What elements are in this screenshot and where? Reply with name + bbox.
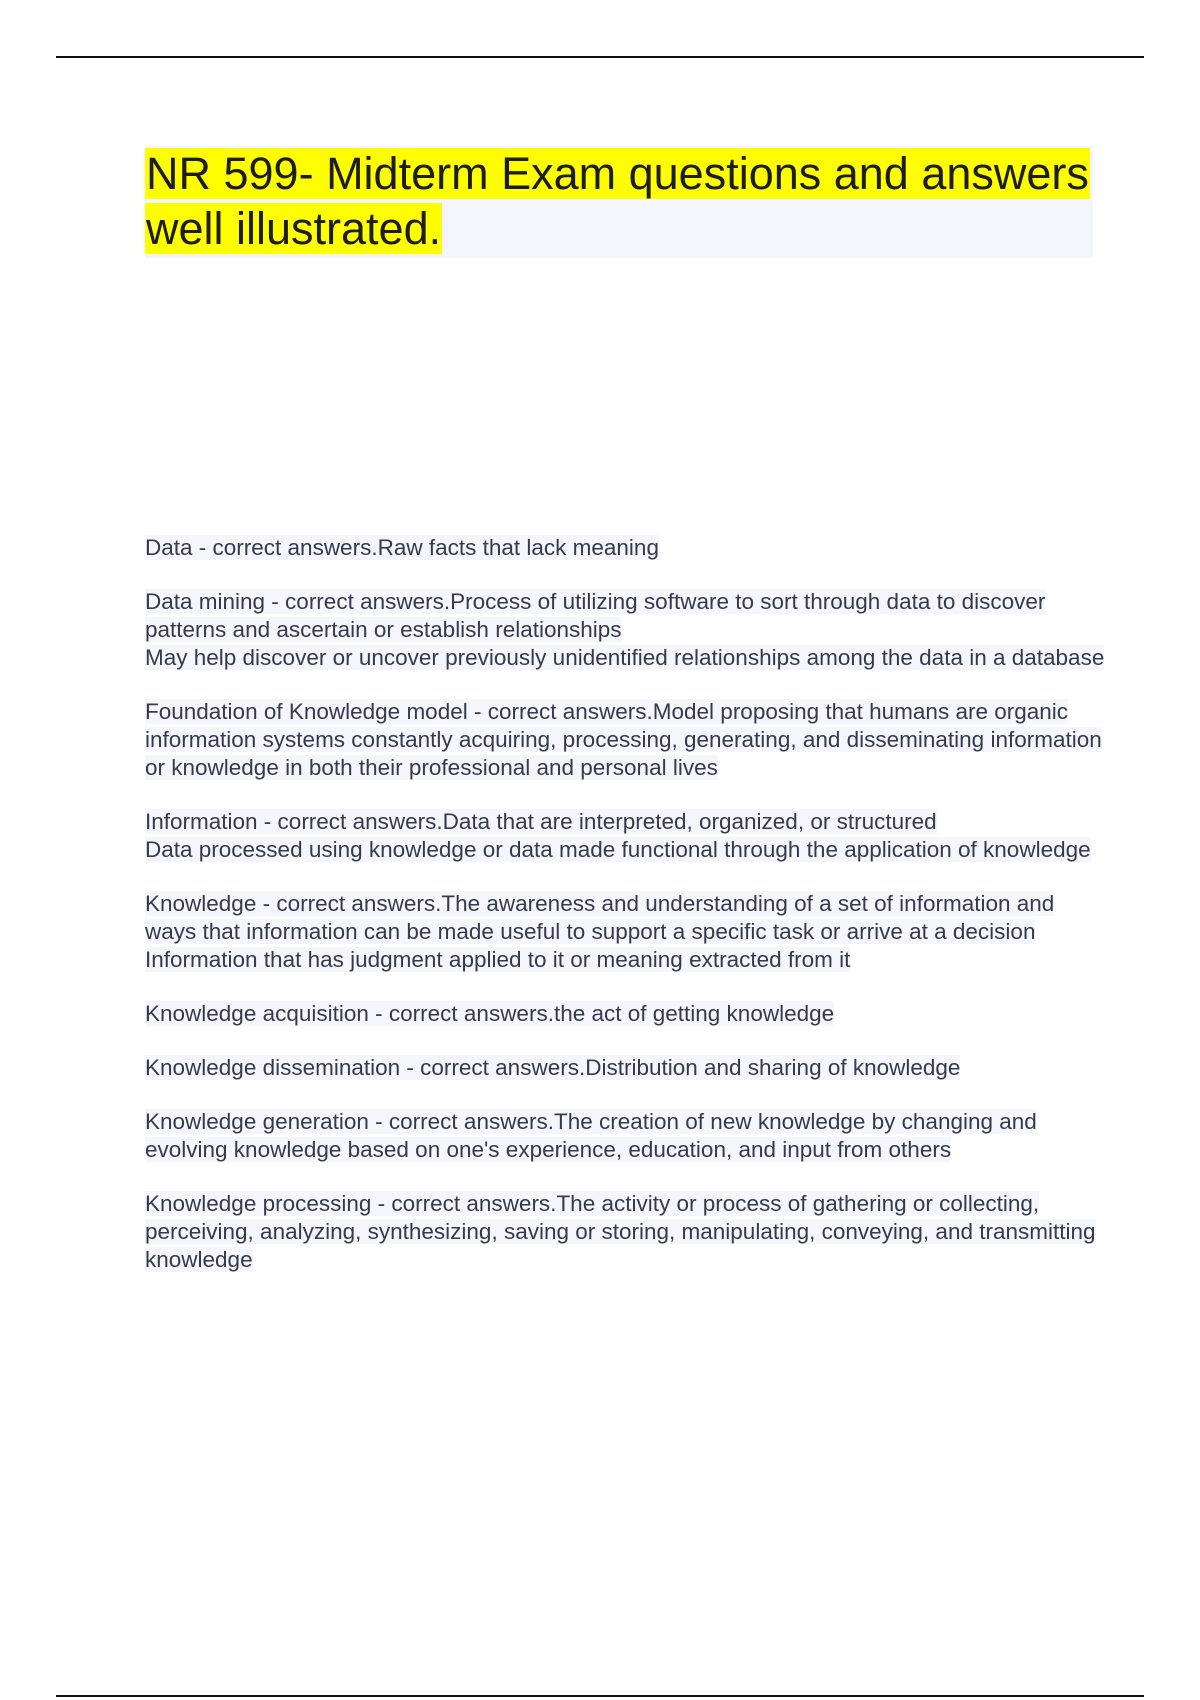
entry-line: Knowledge generation - correct answers.The creation of new knowledge by changing and evolving knowledge based on one's experience, education, and input from others bbox=[145, 1109, 1037, 1162]
entry-line: May help discover or uncover previously unidentified relationships among the data in a database bbox=[145, 645, 1105, 670]
entry-knowledge-dissemination bbox=[145, 1054, 1105, 1082]
title-highlight: NR 599- Midterm Exam questions and answers well illustrated. bbox=[146, 148, 1089, 254]
entry-data-mining bbox=[145, 588, 1105, 672]
entry-knowledge-generation bbox=[145, 1108, 1105, 1164]
document-body bbox=[145, 534, 1105, 1300]
entry-foundation-of-knowledge-model bbox=[145, 698, 1105, 782]
entry-line: Information - correct answers.Data that are interpreted, organized, or structured bbox=[145, 809, 937, 834]
entry-information bbox=[145, 808, 1105, 864]
entry-line: Data - correct answers.Raw facts that lack meaning bbox=[145, 535, 659, 560]
entry-line: Foundation of Knowledge model - correct answers.Model proposing that humans are organic information systems constantly acquiring, processing, generating, and disseminating information or knowledge in both their professional and personal lives bbox=[145, 699, 1102, 780]
entry-knowledge-processing bbox=[145, 1190, 1105, 1274]
entry-line: Information that has judgment applied to it or meaning extracted from it bbox=[145, 947, 851, 972]
entry-data bbox=[145, 534, 1105, 562]
entry-line: Data processed using knowledge or data made functional through the application of knowledge bbox=[145, 837, 1091, 862]
entry-line: Knowledge dissemination - correct answers.Distribution and sharing of knowledge bbox=[145, 1055, 961, 1080]
entry-knowledge-acquisition bbox=[145, 1000, 1105, 1028]
bottom-rule bbox=[56, 1695, 1144, 1697]
entry-line: Data mining - correct answers.Process of utilizing software to sort through data to discover patterns and ascertain or establish relationships bbox=[145, 589, 1046, 642]
top-rule bbox=[56, 56, 1144, 58]
entry-line: Knowledge - correct answers.The awareness and understanding of a set of information and ways that information can be made useful to support a specific task or arrive at a decision bbox=[145, 891, 1055, 944]
entry-knowledge bbox=[145, 890, 1105, 974]
entry-line: Knowledge processing - correct answers.The activity or process of gathering or collecting, perceiving, analyzing, synthesizing, saving or storing, manipulating, conveying, and transmitting knowledge bbox=[145, 1191, 1096, 1272]
entry-line: Knowledge acquisition - correct answers.the act of getting knowledge bbox=[145, 1001, 835, 1026]
page-title bbox=[145, 146, 1105, 256]
